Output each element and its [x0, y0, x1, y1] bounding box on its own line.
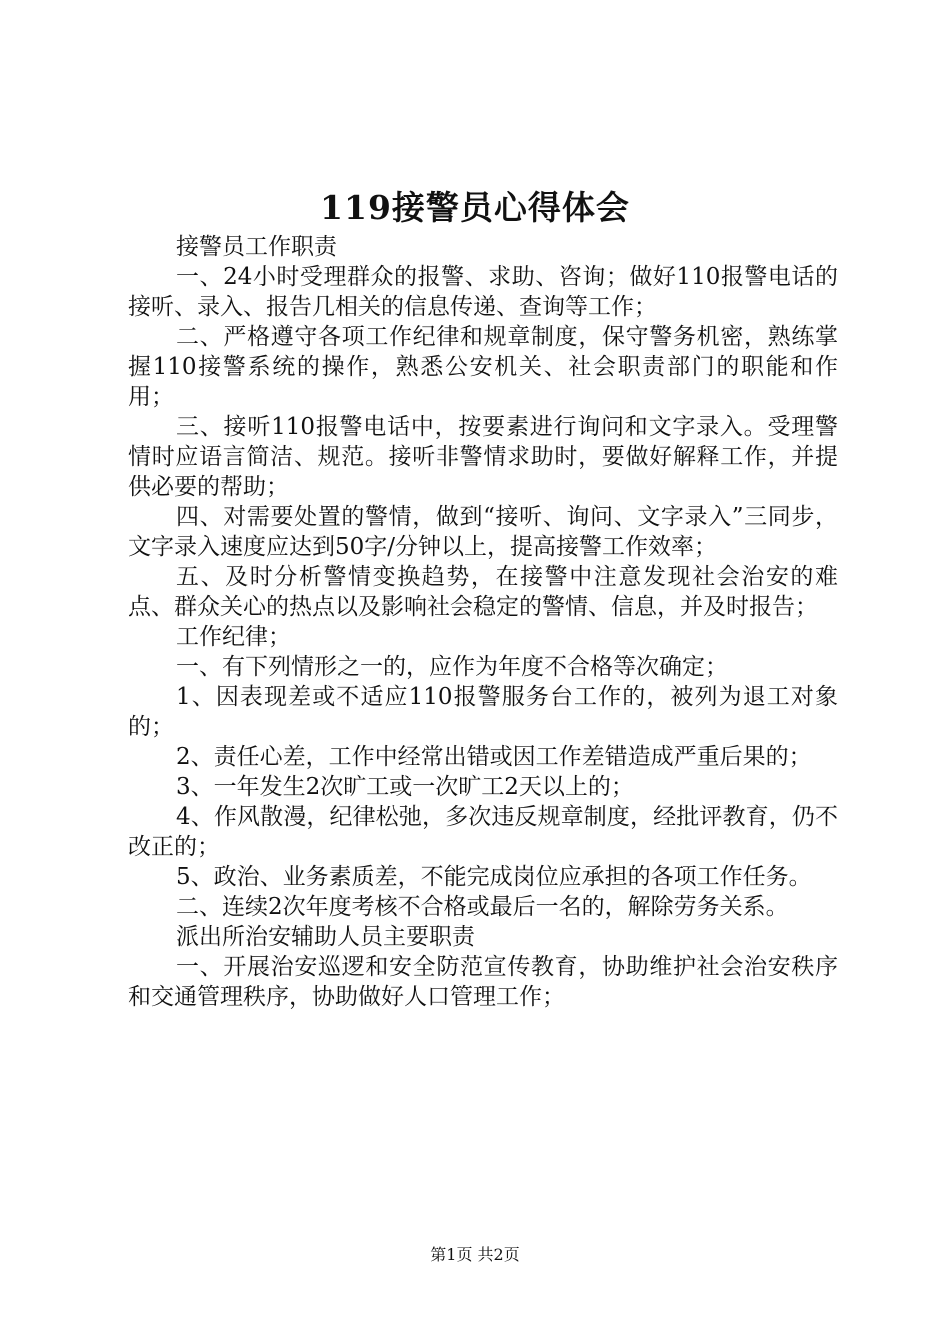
paragraph: 四、对需要处置的警情，做到“接听、询问、文字录入”三同步，文字录入速度应达到50字/分钟以上，提高接警工作效率；	[128, 504, 838, 560]
paragraph: 5、政治、业务素质差，不能完成岗位应承担的各项工作任务。	[176, 864, 812, 890]
paragraph: 一、有下列情形之一的，应作为年度不合格等次确定；	[176, 654, 728, 680]
paragraph: 2、责任心差，工作中经常出错或因工作差错造成严重后果的；	[176, 744, 812, 770]
paragraph: 二、连续2次年度考核不合格或最后一名的，解除劳务关系。	[176, 894, 789, 920]
paragraph: 一、24小时受理群众的报警、求助、咨询；做好110报警电话的接听、录入、报告几相关的信息传递、查询等工作；	[128, 264, 838, 320]
page-footer: 第1页 共2页	[430, 1245, 520, 1264]
paragraph: 二、严格遵守各项工作纪律和规章制度，保守警务机密，熟练掌握110接警系统的操作，熟悉公安机关、社会职责部门的职能和作用；	[128, 324, 838, 410]
paragraph: 五、及时分析警情变换趋势，在接警中注意发现社会治安的难点、群众关心的热点以及影响社会稳定的警情、信息，并及时报告；	[128, 564, 838, 620]
paragraph: 工作纪律；	[176, 624, 291, 650]
document-body	[128, 232, 838, 1012]
paragraph: 派出所治安辅助人员主要职责	[176, 924, 475, 950]
paragraph: 接警员工作职责	[176, 234, 337, 260]
paragraph: 1、因表现差或不适应110报警服务台工作的，被列为退工对象的；	[128, 684, 838, 740]
paragraph: 4、作风散漫，纪律松弛，多次违反规章制度，经批评教育，仍不改正的；	[128, 804, 838, 860]
paragraph: 一、开展治安巡逻和安全防范宣传教育，协助维护社会治安秩序和交通管理秩序，协助做好人口管理工作；	[128, 954, 838, 1010]
document-title: 119接警员心得体会	[320, 188, 630, 227]
paragraph: 三、接听110报警电话中，按要素进行询问和文字录入。受理警情时应语言简洁、规范。接听非警情求助时，要做好解释工作，并提供必要的帮助；	[128, 414, 838, 500]
paragraph: 3、一年发生2次旷工或一次旷工2天以上的；	[176, 774, 634, 800]
